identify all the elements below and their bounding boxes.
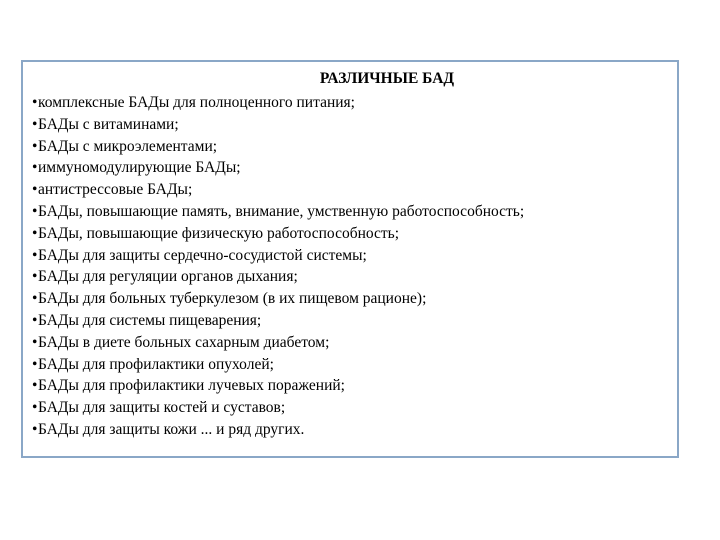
list-item	[32, 354, 524, 376]
bullet-marker: •	[32, 246, 38, 264]
list-item	[32, 157, 524, 179]
bullet-marker: •	[32, 159, 38, 177]
list-item	[32, 332, 524, 354]
list-item-text: БАДы, повышающие физическую работоспособность;	[38, 224, 400, 242]
list-item-text: БАДы для защиты кожи ... и ряд других.	[38, 420, 305, 438]
list-item-text: БАДы с микроэлементами;	[38, 137, 218, 155]
bullet-marker: •	[32, 377, 38, 395]
list-item-text: антистрессовые БАДы;	[38, 181, 193, 199]
list-item-text: БАДы, повышающие память, внимание, умственную работоспособность;	[38, 202, 525, 220]
list-item-text: БАДы для регуляции органов дыхания;	[38, 268, 298, 286]
content-frame	[21, 60, 679, 458]
bullet-marker: •	[32, 311, 38, 329]
list-item-text: БАДы для защиты костей и суставов;	[38, 399, 286, 417]
bullet-marker: •	[32, 181, 38, 199]
list-item-text: БАДы для защиты сердечно-сосудистой системы;	[38, 246, 367, 264]
bullet-marker: •	[32, 355, 38, 373]
list-item	[32, 179, 524, 201]
list-item	[32, 92, 524, 114]
list-item-text: БАДы для системы пищеварения;	[38, 311, 262, 329]
list-item	[32, 419, 524, 441]
list-item-text: иммуномодулирующие БАДы;	[38, 159, 241, 177]
list-item-text: БАДы с витаминами;	[38, 115, 179, 133]
list-item-text: БАДы в диете больных сахарным диабетом;	[38, 333, 330, 351]
list-item-text: БАДы для профилактики опухолей;	[38, 355, 274, 373]
list-item-text: комплексные БАДы для полноценного питания;	[38, 94, 355, 111]
list-item	[32, 223, 524, 245]
bullet-marker: •	[32, 115, 38, 133]
list-item	[32, 288, 524, 310]
bullet-marker: •	[32, 202, 38, 220]
list-item-text: БАДы для больных туберкулезом (в их пищевом рационе);	[38, 290, 427, 308]
bullet-marker: •	[32, 290, 38, 308]
list-item	[32, 310, 524, 332]
bullet-marker: •	[32, 333, 38, 351]
list-item	[32, 266, 524, 288]
list-item	[32, 201, 524, 223]
bullet-marker: •	[32, 399, 38, 417]
bullet-marker: •	[32, 94, 38, 111]
list-item	[32, 114, 524, 136]
bullet-marker: •	[32, 420, 38, 438]
bullet-marker: •	[32, 268, 38, 286]
bullet-marker: •	[32, 137, 38, 155]
bullet-list	[32, 92, 524, 441]
bullet-marker: •	[32, 224, 38, 242]
list-item	[32, 245, 524, 267]
page-title: РАЗЛИЧНЫЕ БАД	[319, 70, 455, 87]
list-item-text: БАДы для профилактики лучевых поражений;	[38, 377, 345, 395]
list-item	[32, 136, 524, 158]
list-item	[32, 397, 524, 419]
list-item	[32, 375, 524, 397]
